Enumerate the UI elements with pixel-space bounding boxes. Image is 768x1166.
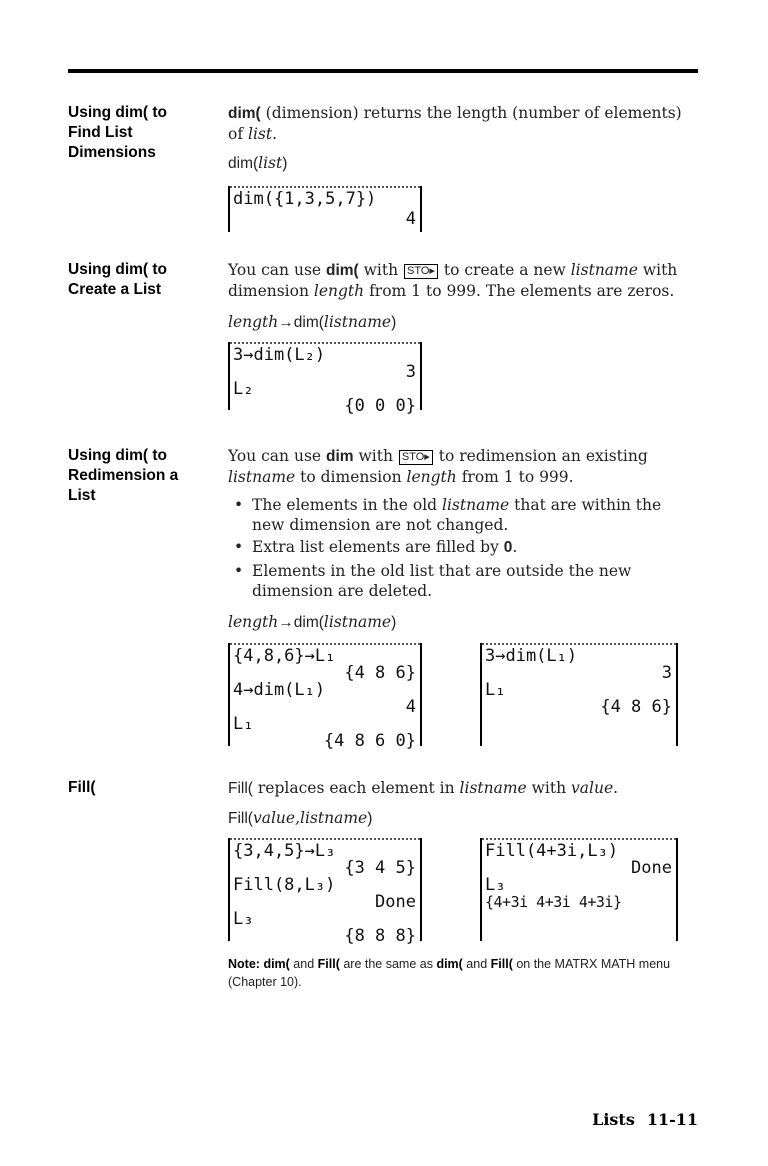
fill-syntax: Fill(value,listname) bbox=[228, 809, 373, 827]
screen-row: {4+3i 4+3i 4+3i} bbox=[485, 893, 622, 911]
sto-key-icon: STO▸ bbox=[404, 264, 438, 279]
footer-page-number: 11-11 bbox=[646, 1110, 698, 1129]
screen-row: {8 8 8} bbox=[344, 926, 416, 946]
heading-fill: Fill( bbox=[68, 779, 96, 796]
screen-row: L₃ bbox=[485, 875, 506, 895]
bullet-icon: • bbox=[234, 562, 244, 580]
screen-row: Fill(8,L₃) bbox=[233, 875, 336, 895]
find-description: dim( (dimension) returns the length (number of elements) of list. bbox=[228, 104, 682, 143]
screen-row: L₃ bbox=[233, 909, 254, 929]
screen-row: {3 4 5} bbox=[344, 858, 416, 878]
screen-row: Done bbox=[375, 892, 416, 912]
screen-row: dim({1,3,5,7}) bbox=[233, 189, 377, 209]
bullet-item: • Extra list elements are filled by 0. bbox=[234, 538, 518, 556]
page-footer bbox=[580, 1110, 698, 1129]
bullet-icon: • bbox=[234, 538, 244, 556]
fill-description: Fill( replaces each element in listname with value. bbox=[228, 779, 619, 797]
screen-row: {4 8 6 0} bbox=[323, 731, 416, 751]
screen-row: L₁ bbox=[485, 680, 506, 700]
screen-row: 3 bbox=[405, 362, 416, 382]
screen-redim-1 bbox=[228, 643, 422, 751]
screen-row: {4 8 6} bbox=[600, 697, 672, 717]
sto-key-icon: STO▸ bbox=[399, 450, 433, 465]
screen-row: {4 8 6} bbox=[344, 663, 416, 683]
create-description: You can use dim( with STO▸ to create a new listname with dimension length from 1 to 999. The elements are zeros. bbox=[228, 261, 678, 300]
screen-row: 4→dim(L₁) bbox=[233, 680, 326, 700]
screen-row: 4 bbox=[405, 697, 416, 717]
screen-row: 4 bbox=[405, 209, 416, 229]
screen-row: Done bbox=[631, 858, 672, 878]
screen-row: 3→dim(L₁) bbox=[485, 646, 578, 666]
top-rule bbox=[68, 69, 698, 73]
note: Note: dim( and Fill( are the same as dim( and Fill( on the MATRX MATH menu (Chapter 10). bbox=[228, 957, 671, 989]
screen-row: {0 0 0} bbox=[344, 396, 416, 416]
bullet-item: • The elements in the old listname that are within the new dimension are not changed. bbox=[234, 496, 662, 534]
screen-fill-2 bbox=[480, 838, 678, 941]
redim-syntax: length→dim(listname) bbox=[228, 613, 397, 631]
screen-redim-2 bbox=[480, 643, 678, 746]
bullet-item: • Elements in the old list that are outside the new dimension are deleted. bbox=[234, 562, 632, 600]
screen-fill-1 bbox=[228, 838, 422, 946]
screen-row: Fill(4+3i,L₃) bbox=[485, 841, 619, 861]
footer-section: Lists bbox=[592, 1110, 635, 1129]
screen-create bbox=[228, 342, 422, 416]
create-syntax: length→dim(listname) bbox=[228, 313, 397, 331]
heading-redimension-list: Using dim( to Redimension a List bbox=[68, 447, 179, 504]
find-syntax: dim(list) bbox=[228, 154, 288, 172]
heading-find-dimensions: Using dim( to Find List Dimensions bbox=[68, 104, 168, 161]
screen-row: L₂ bbox=[233, 379, 254, 399]
screen-row: {3,4,5}→L₃ bbox=[233, 841, 336, 861]
redim-description: You can use dim with STO▸ to redimension an existing listname to dimension length from 1 to 999. bbox=[228, 447, 648, 486]
screen-row: 3 bbox=[661, 663, 672, 683]
screen-row: 3→dim(L₂) bbox=[233, 345, 326, 365]
bullet-icon: • bbox=[234, 496, 244, 514]
screen-row: L₁ bbox=[233, 714, 254, 734]
screen-row: {4,8,6}→L₁ bbox=[233, 646, 336, 666]
screen-find bbox=[228, 186, 422, 232]
heading-create-list: Using dim( to Create a List bbox=[68, 261, 168, 298]
